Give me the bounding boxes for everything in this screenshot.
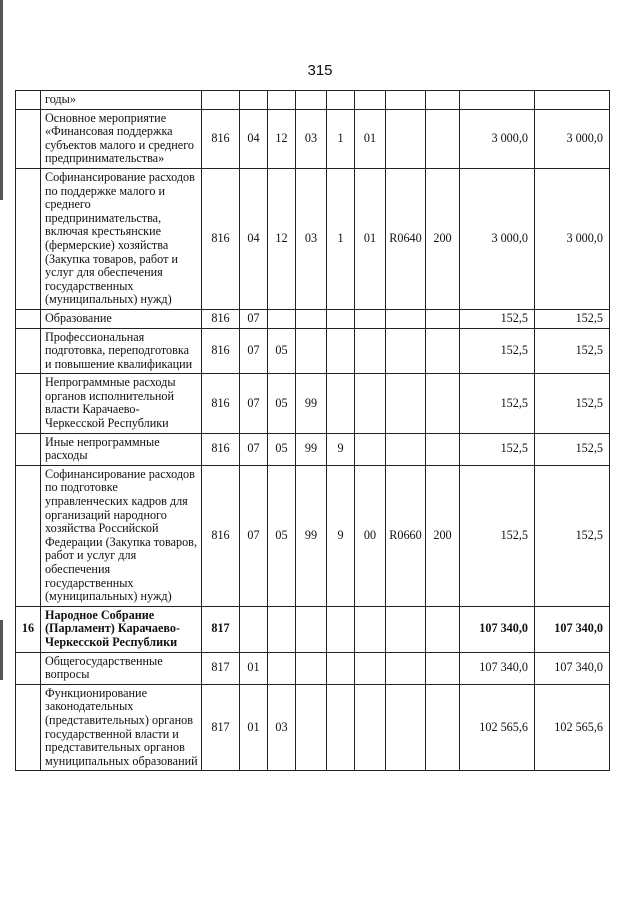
code-target-2 (327, 91, 355, 110)
amount-year-2: 152,5 (535, 309, 610, 328)
code-target-2 (327, 328, 355, 374)
code-vr (426, 328, 460, 374)
code-target-4 (386, 652, 426, 684)
code-target-3: 01 (355, 109, 386, 168)
code-target-3 (355, 374, 386, 433)
amount-year-1: 107 340,0 (460, 606, 535, 652)
code-target-2 (327, 652, 355, 684)
code-vr: 200 (426, 465, 460, 606)
row-name: Образование (41, 309, 202, 328)
code-target-3 (355, 433, 386, 465)
amount-year-2: 152,5 (535, 433, 610, 465)
code-target-1 (296, 652, 327, 684)
scan-edge-mark (0, 0, 3, 200)
amount-year-2: 107 340,0 (535, 652, 610, 684)
code-pr (268, 652, 296, 684)
table-row (16, 465, 610, 606)
code-target-4 (386, 91, 426, 110)
row-name: Функционирование законодательных (представительных) органов государственной власти и представительных органов муниципальных образований (41, 684, 202, 771)
table-row (16, 652, 610, 684)
row-number: 16 (16, 606, 41, 652)
code-vr (426, 433, 460, 465)
row-number (16, 433, 41, 465)
code-target-2 (327, 309, 355, 328)
amount-year-2: 3 000,0 (535, 109, 610, 168)
row-number (16, 309, 41, 328)
code-ved: 816 (202, 109, 240, 168)
code-ved: 816 (202, 328, 240, 374)
code-ved: 816 (202, 309, 240, 328)
code-vr (426, 684, 460, 771)
row-number (16, 168, 41, 309)
row-name: Непрограммные расходы органов исполнительной власти Карачаево-Черкесской Республики (41, 374, 202, 433)
budget-table (15, 90, 610, 771)
code-vr (426, 606, 460, 652)
code-rz: 07 (240, 309, 268, 328)
page-number: 315 (307, 62, 333, 79)
amount-year-1: 152,5 (460, 328, 535, 374)
code-pr (268, 606, 296, 652)
row-number (16, 652, 41, 684)
amount-year-2: 3 000,0 (535, 168, 610, 309)
code-rz: 07 (240, 465, 268, 606)
code-target-1 (296, 684, 327, 771)
code-pr: 05 (268, 433, 296, 465)
row-number (16, 374, 41, 433)
code-rz: 01 (240, 684, 268, 771)
scan-edge-mark (0, 620, 3, 680)
code-pr: 05 (268, 465, 296, 606)
code-target-2: 9 (327, 465, 355, 606)
amount-year-1: 3 000,0 (460, 109, 535, 168)
amount-year-2: 152,5 (535, 465, 610, 606)
code-ved: 816 (202, 374, 240, 433)
row-name: Основное мероприятие «Финансовая поддержка субъектов малого и среднего предпринимательства» (41, 109, 202, 168)
code-target-2 (327, 606, 355, 652)
code-target-2 (327, 684, 355, 771)
code-rz (240, 91, 268, 110)
code-vr: 200 (426, 168, 460, 309)
table-row (16, 91, 610, 110)
row-name: Софинансирование расходов по поддержке малого и среднего предпринимательства, включая крестьянские (фермерские) хозяйства (Закупка товаров, работ и услуг для обеспечения государственных (муниципальных) нужд) (41, 168, 202, 309)
amount-year-2: 107 340,0 (535, 606, 610, 652)
code-pr: 03 (268, 684, 296, 771)
row-number (16, 328, 41, 374)
amount-year-1: 3 000,0 (460, 168, 535, 309)
code-ved: 816 (202, 465, 240, 606)
row-name: Общегосударственные вопросы (41, 652, 202, 684)
code-rz (240, 606, 268, 652)
row-number (16, 91, 41, 110)
code-target-2: 1 (327, 168, 355, 309)
code-target-1: 99 (296, 465, 327, 606)
code-rz: 04 (240, 109, 268, 168)
amount-year-2: 152,5 (535, 374, 610, 433)
amount-year-2 (535, 91, 610, 110)
code-target-4 (386, 109, 426, 168)
code-rz: 01 (240, 652, 268, 684)
code-target-3 (355, 328, 386, 374)
code-rz: 07 (240, 374, 268, 433)
code-rz: 07 (240, 328, 268, 374)
code-target-3: 00 (355, 465, 386, 606)
code-ved (202, 91, 240, 110)
code-vr (426, 91, 460, 110)
amount-year-1: 152,5 (460, 374, 535, 433)
code-target-2 (327, 374, 355, 433)
code-ved: 816 (202, 433, 240, 465)
code-pr (268, 91, 296, 110)
table-row (16, 309, 610, 328)
code-rz: 07 (240, 433, 268, 465)
code-target-1: 99 (296, 433, 327, 465)
code-target-4: R0660 (386, 465, 426, 606)
code-target-3: 01 (355, 168, 386, 309)
code-target-4 (386, 606, 426, 652)
amount-year-1 (460, 91, 535, 110)
amount-year-1: 152,5 (460, 465, 535, 606)
code-ved: 817 (202, 684, 240, 771)
code-target-4 (386, 309, 426, 328)
amount-year-1: 152,5 (460, 433, 535, 465)
amount-year-1: 102 565,6 (460, 684, 535, 771)
code-target-1: 03 (296, 109, 327, 168)
code-target-1 (296, 309, 327, 328)
code-target-1: 03 (296, 168, 327, 309)
code-target-1: 99 (296, 374, 327, 433)
code-vr (426, 309, 460, 328)
row-number (16, 109, 41, 168)
code-target-1 (296, 606, 327, 652)
code-target-4 (386, 684, 426, 771)
code-target-4: R0640 (386, 168, 426, 309)
row-name: Иные непрограммные расходы (41, 433, 202, 465)
table-row (16, 328, 610, 374)
code-vr (426, 652, 460, 684)
table-row (16, 684, 610, 771)
table-row (16, 374, 610, 433)
table-row (16, 168, 610, 309)
code-pr (268, 309, 296, 328)
code-target-3 (355, 309, 386, 328)
code-pr: 12 (268, 109, 296, 168)
amount-year-2: 152,5 (535, 328, 610, 374)
code-vr (426, 374, 460, 433)
row-number (16, 684, 41, 771)
code-pr: 12 (268, 168, 296, 309)
code-target-2: 1 (327, 109, 355, 168)
code-target-2: 9 (327, 433, 355, 465)
row-name: годы» (41, 91, 202, 110)
code-pr: 05 (268, 374, 296, 433)
amount-year-1: 107 340,0 (460, 652, 535, 684)
row-name: Профессиональная подготовка, переподготовка и повышение квалификации (41, 328, 202, 374)
table-row (16, 109, 610, 168)
row-number (16, 465, 41, 606)
code-ved: 817 (202, 652, 240, 684)
amount-year-1: 152,5 (460, 309, 535, 328)
code-target-3 (355, 606, 386, 652)
table-row (16, 606, 610, 652)
code-ved: 817 (202, 606, 240, 652)
code-vr (426, 109, 460, 168)
code-target-3 (355, 684, 386, 771)
amount-year-2: 102 565,6 (535, 684, 610, 771)
row-name: Народное Собрание (Парламент) Карачаево-Черкесской Республики (41, 606, 202, 652)
code-target-4 (386, 328, 426, 374)
code-target-4 (386, 374, 426, 433)
code-target-3 (355, 91, 386, 110)
code-ved: 816 (202, 168, 240, 309)
code-pr: 05 (268, 328, 296, 374)
code-target-1 (296, 328, 327, 374)
code-target-1 (296, 91, 327, 110)
code-target-4 (386, 433, 426, 465)
table-row (16, 433, 610, 465)
code-target-3 (355, 652, 386, 684)
row-name: Софинансирование расходов по подготовке управленческих кадров для организаций народного хозяйства Российской Федерации (Закупка товаров, работ и услуг для обеспечения государственных (муниципальных) нужд) (41, 465, 202, 606)
code-rz: 04 (240, 168, 268, 309)
